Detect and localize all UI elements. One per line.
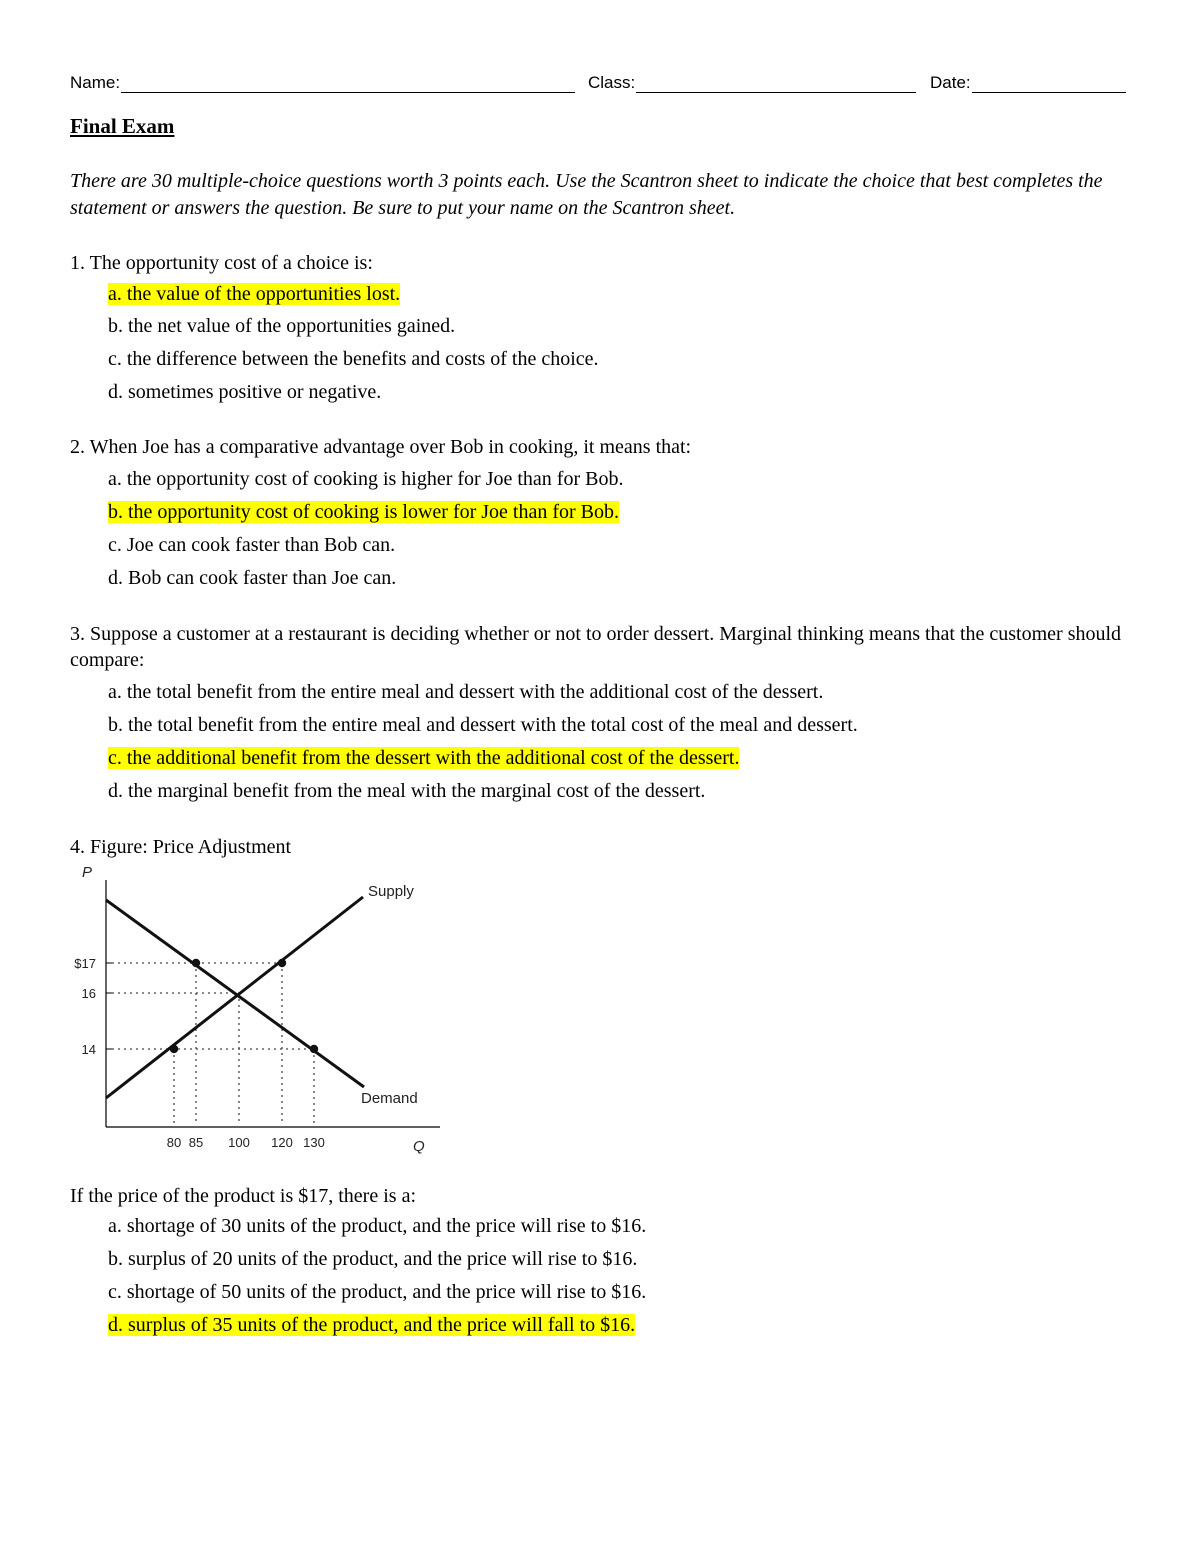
question-4-text: If the price of the product is $17, there is a: (70, 1185, 416, 1207)
x-axis-label: Q (413, 1138, 425, 1155)
point-demand-130-14 (310, 1045, 318, 1053)
question-1-option-d: d. sometimes positive or negative. (108, 381, 382, 403)
question-2-option-a: a. the opportunity cost of cooking is higher for Joe than for Bob. (108, 468, 624, 490)
name-field[interactable] (70, 72, 575, 93)
question-1-option-c: c. the difference between the benefits and costs of the choice. (108, 348, 599, 370)
demand-label: Demand (361, 1090, 418, 1107)
date-field[interactable] (930, 72, 1126, 93)
question-2-option-d: d. Bob can cook faster than Joe can. (108, 567, 397, 589)
question-4-option-a: a. shortage of 30 units of the product, and the price will rise to $16. (108, 1215, 647, 1237)
question-2-option-c: c. Joe can cook faster than Bob can. (108, 534, 396, 556)
answer-highlight: b. the opportunity cost of cooking is lower for Joe than for Bob. (108, 501, 620, 523)
question-3-option-c (108, 745, 739, 771)
question-3-stem: 3. Suppose a customer at a restaurant is deciding whether or not to order dessert. Marginal thinking means that the customer should compare: (70, 623, 1122, 671)
question-4-option-c: c. shortage of 50 units of the product, and the price will rise to $16. (108, 1281, 647, 1303)
question-4-stem: 4. Figure: Price Adjustment (70, 836, 292, 858)
y-tick-label-16: 16 (81, 986, 96, 1001)
price-adjustment-figure (68, 860, 448, 1160)
name-label: Name: (70, 73, 121, 92)
class-blank-line[interactable] (636, 72, 916, 93)
point-supply-120-17 (278, 959, 286, 967)
y-tick-label-14: 14 (81, 1042, 96, 1057)
supply-label: Supply (368, 883, 414, 900)
y-tick-label-17: $17 (74, 956, 96, 971)
question-3-option-d: d. the marginal benefit from the meal with the marginal cost of the dessert. (108, 780, 706, 802)
x-tick-label-130: 130 (303, 1135, 325, 1150)
question-2-stem: 2. When Joe has a comparative advantage over Bob in cooking, it means that: (70, 436, 692, 458)
date-label: Date: (930, 73, 971, 92)
y-axis-label: P (82, 864, 93, 881)
question-4-option-b: b. surplus of 20 units of the product, and the price will rise to $16. (108, 1248, 638, 1270)
exam-title: Final Exam (70, 114, 175, 138)
question-2-option-b (108, 499, 619, 525)
question-1-option-a (108, 281, 400, 307)
question-1-option-b: b. the net value of the opportunities gained. (108, 315, 456, 337)
question-4-option-d (108, 1312, 635, 1338)
exam-instructions: There are 30 multiple-choice questions worth 3 points each. Use the Scantron sheet to indicate the choice that best completes the statement or answers the question. Be sure to put your name on the Scantron sheet. (70, 170, 1103, 219)
x-tick-label-100: 100 (228, 1135, 250, 1150)
answer-highlight: a. the value of the opportunities lost. (108, 283, 401, 305)
question-3-option-a: a. the total benefit from the entire meal and dessert with the additional cost of the dessert. (108, 681, 824, 703)
x-tick-label-80: 80 (166, 1135, 182, 1150)
x-tick-label-85: 85 (188, 1135, 204, 1150)
student-info-header (70, 72, 1132, 98)
question-3-option-b: b. the total benefit from the entire meal and dessert with the total cost of the meal and dessert. (108, 714, 858, 736)
answer-highlight: d. surplus of 35 units of the product, and the price will fall to $16. (108, 1314, 636, 1336)
point-supply-80-14 (170, 1045, 178, 1053)
date-blank-line[interactable] (972, 72, 1126, 93)
point-demand-85-17 (192, 959, 200, 967)
question-1-stem: 1. The opportunity cost of a choice is: (70, 252, 373, 274)
class-label: Class: (588, 73, 636, 92)
name-blank-line[interactable] (121, 72, 575, 93)
x-tick-label-120: 120 (271, 1135, 293, 1150)
answer-highlight: c. the additional benefit from the dessert with the additional cost of the dessert. (108, 747, 740, 769)
class-field[interactable] (588, 72, 916, 93)
